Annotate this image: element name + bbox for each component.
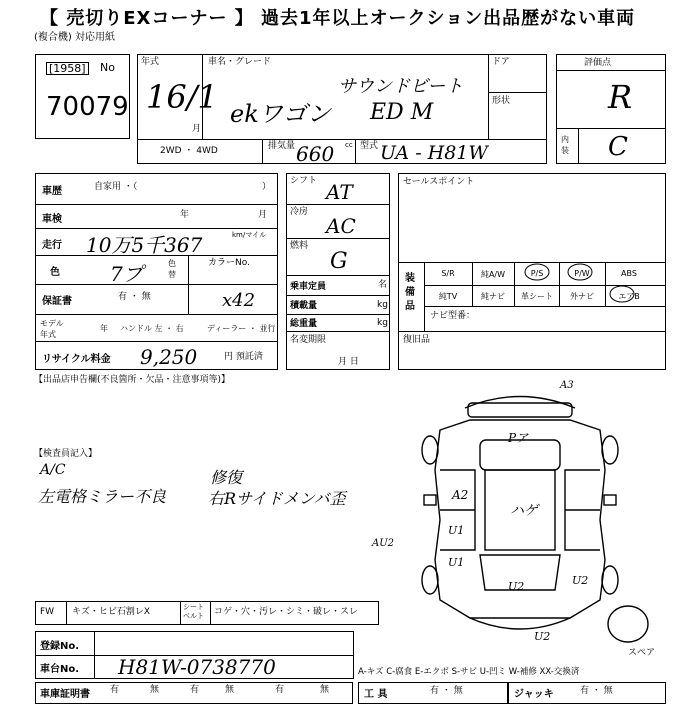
certificate-opt1: 有 [110,685,120,695]
warranty-x: x42 [222,290,256,311]
displacement-unit: cc [345,141,353,149]
chassis-label: 車台No. [40,664,80,675]
inspector-note-ac: A/C [40,462,66,478]
equip-ps: P/S [530,269,544,278]
mark-a2: A2 [452,488,469,502]
certificate-opt3: 有 [190,685,200,695]
equip-abs: ABS [621,269,637,278]
shift-value: AT [326,180,353,204]
color-swap-label: 色替 [168,259,176,279]
certificate-opt5: 有 [275,685,285,695]
inspector-note-repair: 修復 [210,468,243,487]
lot-number: 70079 [46,92,129,122]
fw-text: キズ・ヒビ石割レX [72,607,150,617]
gross-unit: kg [377,318,388,328]
mileage-unit: km/マイル [232,231,267,239]
color-value: 7プ [110,262,143,286]
sales-point-label: セールスポイント [403,177,475,187]
mileage-label: 走行 [42,240,62,251]
model-value: UA - H81W [380,142,488,164]
seatbelt-label: シートベルト [183,603,204,620]
recycle-unit: 円 預託済 [224,352,263,362]
handle-label: ハンドル 左 ・ 右 [120,324,184,333]
tools-label: 工 具 [364,689,388,700]
interior-score: C [608,132,628,162]
rating-score: R [608,78,633,116]
year-label: 年式 [141,57,160,67]
shape-label: 形状 [492,96,511,106]
car-name-label: 車名・グレード [208,57,272,67]
shift-label: シフト [290,176,318,186]
inspector-note-member: 右Rサイドメンバ歪 [208,489,346,508]
equipment-label: 装備品 [405,273,415,312]
form-type-label: (複合機) 対応用紙 [34,32,115,43]
recycle-label: リサイクル料金 [42,354,111,365]
certificate-opt6: 無 [320,685,330,695]
recycle-value: 9,250 [140,345,198,369]
car-grade2: ED M [370,100,434,125]
aircon-label: 冷房 [290,207,309,217]
mark-u2-c: U2 [534,630,551,643]
equip-ext-navi: 外ナビ [570,292,594,301]
mark-a3: A3 [560,380,574,391]
lot-no-label: No [100,61,115,74]
inspection-year: 年 [180,210,190,220]
capacity-label: 乗車定員 [290,282,327,292]
equip-navi: 純ナビ [481,292,505,301]
equip-leather: 革シート [521,292,553,301]
fw-label: FW [40,607,55,617]
interior-label: 内装 [561,135,569,155]
car-grade: サウンドビート [338,76,464,97]
equip-tv: 純TV [438,292,458,301]
mark-u2-b: U2 [572,574,589,587]
equip-sr: S/R [441,269,455,278]
door-label: ドア [492,57,510,67]
mark-au2: AU2 [372,538,395,549]
equip-pw: P/W [574,269,590,278]
navi-model-label: ナビ型番： [430,311,476,321]
model-label: 型式 [360,141,379,151]
load-label: 積載量 [290,301,318,311]
name-change-day: 月 日 [338,357,359,367]
month-unit: 月 [192,124,202,134]
inspection-month: 月 [258,210,268,220]
name-change-label: 名変期限 [290,335,327,345]
mark-u2-a: U2 [508,580,525,593]
capacity-unit: 名 [378,280,388,290]
model-year-label: モデル年式 [40,319,64,339]
drive-label: 2WD ・ 4WD [160,146,218,156]
spare-label: スペア [628,648,656,658]
banner-title: 【 売切りEXコーナー 】 過去1年以上オークション出品歴がない車両 [40,8,636,29]
fw-text2: コゲ・穴・汚レ・シミ・破レ・スレ [214,607,359,617]
model-year-year: 年 [100,324,108,333]
mileage-value: 10万5千367 [86,233,203,257]
equip-airbag: エアB [618,292,640,301]
color-no-label: カラーNo. [208,258,250,268]
inspection-label: 車検 [42,214,62,225]
displacement-value: 660 [296,142,335,166]
year-value: 16/1 [146,78,218,116]
inspector-header: 【検査員記入】 [34,449,98,459]
notes-header: 【出品店申告欄(不良箇所・欠品・注意事項等)】 [34,375,231,385]
fuel-value: G [330,249,348,274]
warranty-value: 有 ・ 無 [118,292,151,302]
history-label: 車歴 [42,186,62,197]
history-close: ） [262,182,272,192]
chassis-value: H81W-0738770 [118,655,276,679]
jack-label: ジャッキ [514,689,554,700]
jack-value: 有 ・ 無 [580,686,613,696]
lot-prefix: [1958] [46,62,89,75]
mark-hage: ハゲ [510,503,538,519]
mark-u1-a: U1 [448,524,465,537]
displacement-label: 排気量 [268,141,296,151]
certificate-opt4: 無 [225,685,235,695]
dealer-label: ディーラー ・ 並行 [207,324,276,333]
reg-no-label: 登録No. [40,641,80,652]
load-unit: kg [377,300,388,310]
rating-label: 評価点 [584,58,612,68]
history-value: 自家用 ・（ [94,182,138,192]
fuel-label: 燃料 [290,241,309,251]
mark-pa: Pア [508,431,529,445]
certificate-opt2: 無 [150,685,160,695]
certificate-label: 車庫証明書 [40,689,90,700]
damage-legend: A-キズ C-腐食 E-エクボ S-サビ U-凹ミ W-補修 XX-交換済 [358,667,580,677]
mark-u1-b: U1 [448,556,465,569]
tools-value: 有 ・ 無 [430,686,463,696]
warranty-label: 保証書 [42,296,72,307]
car-name: ekワゴン [230,100,331,128]
gross-label: 総重量 [290,319,318,329]
aircon-value: AC [326,214,356,238]
equip-aw: 純A/W [480,270,506,279]
restoration-label: 復旧品 [403,335,431,345]
color-label: 色 [50,267,60,278]
inspector-note-mirror: 左電格ミラー不良 [38,487,167,506]
